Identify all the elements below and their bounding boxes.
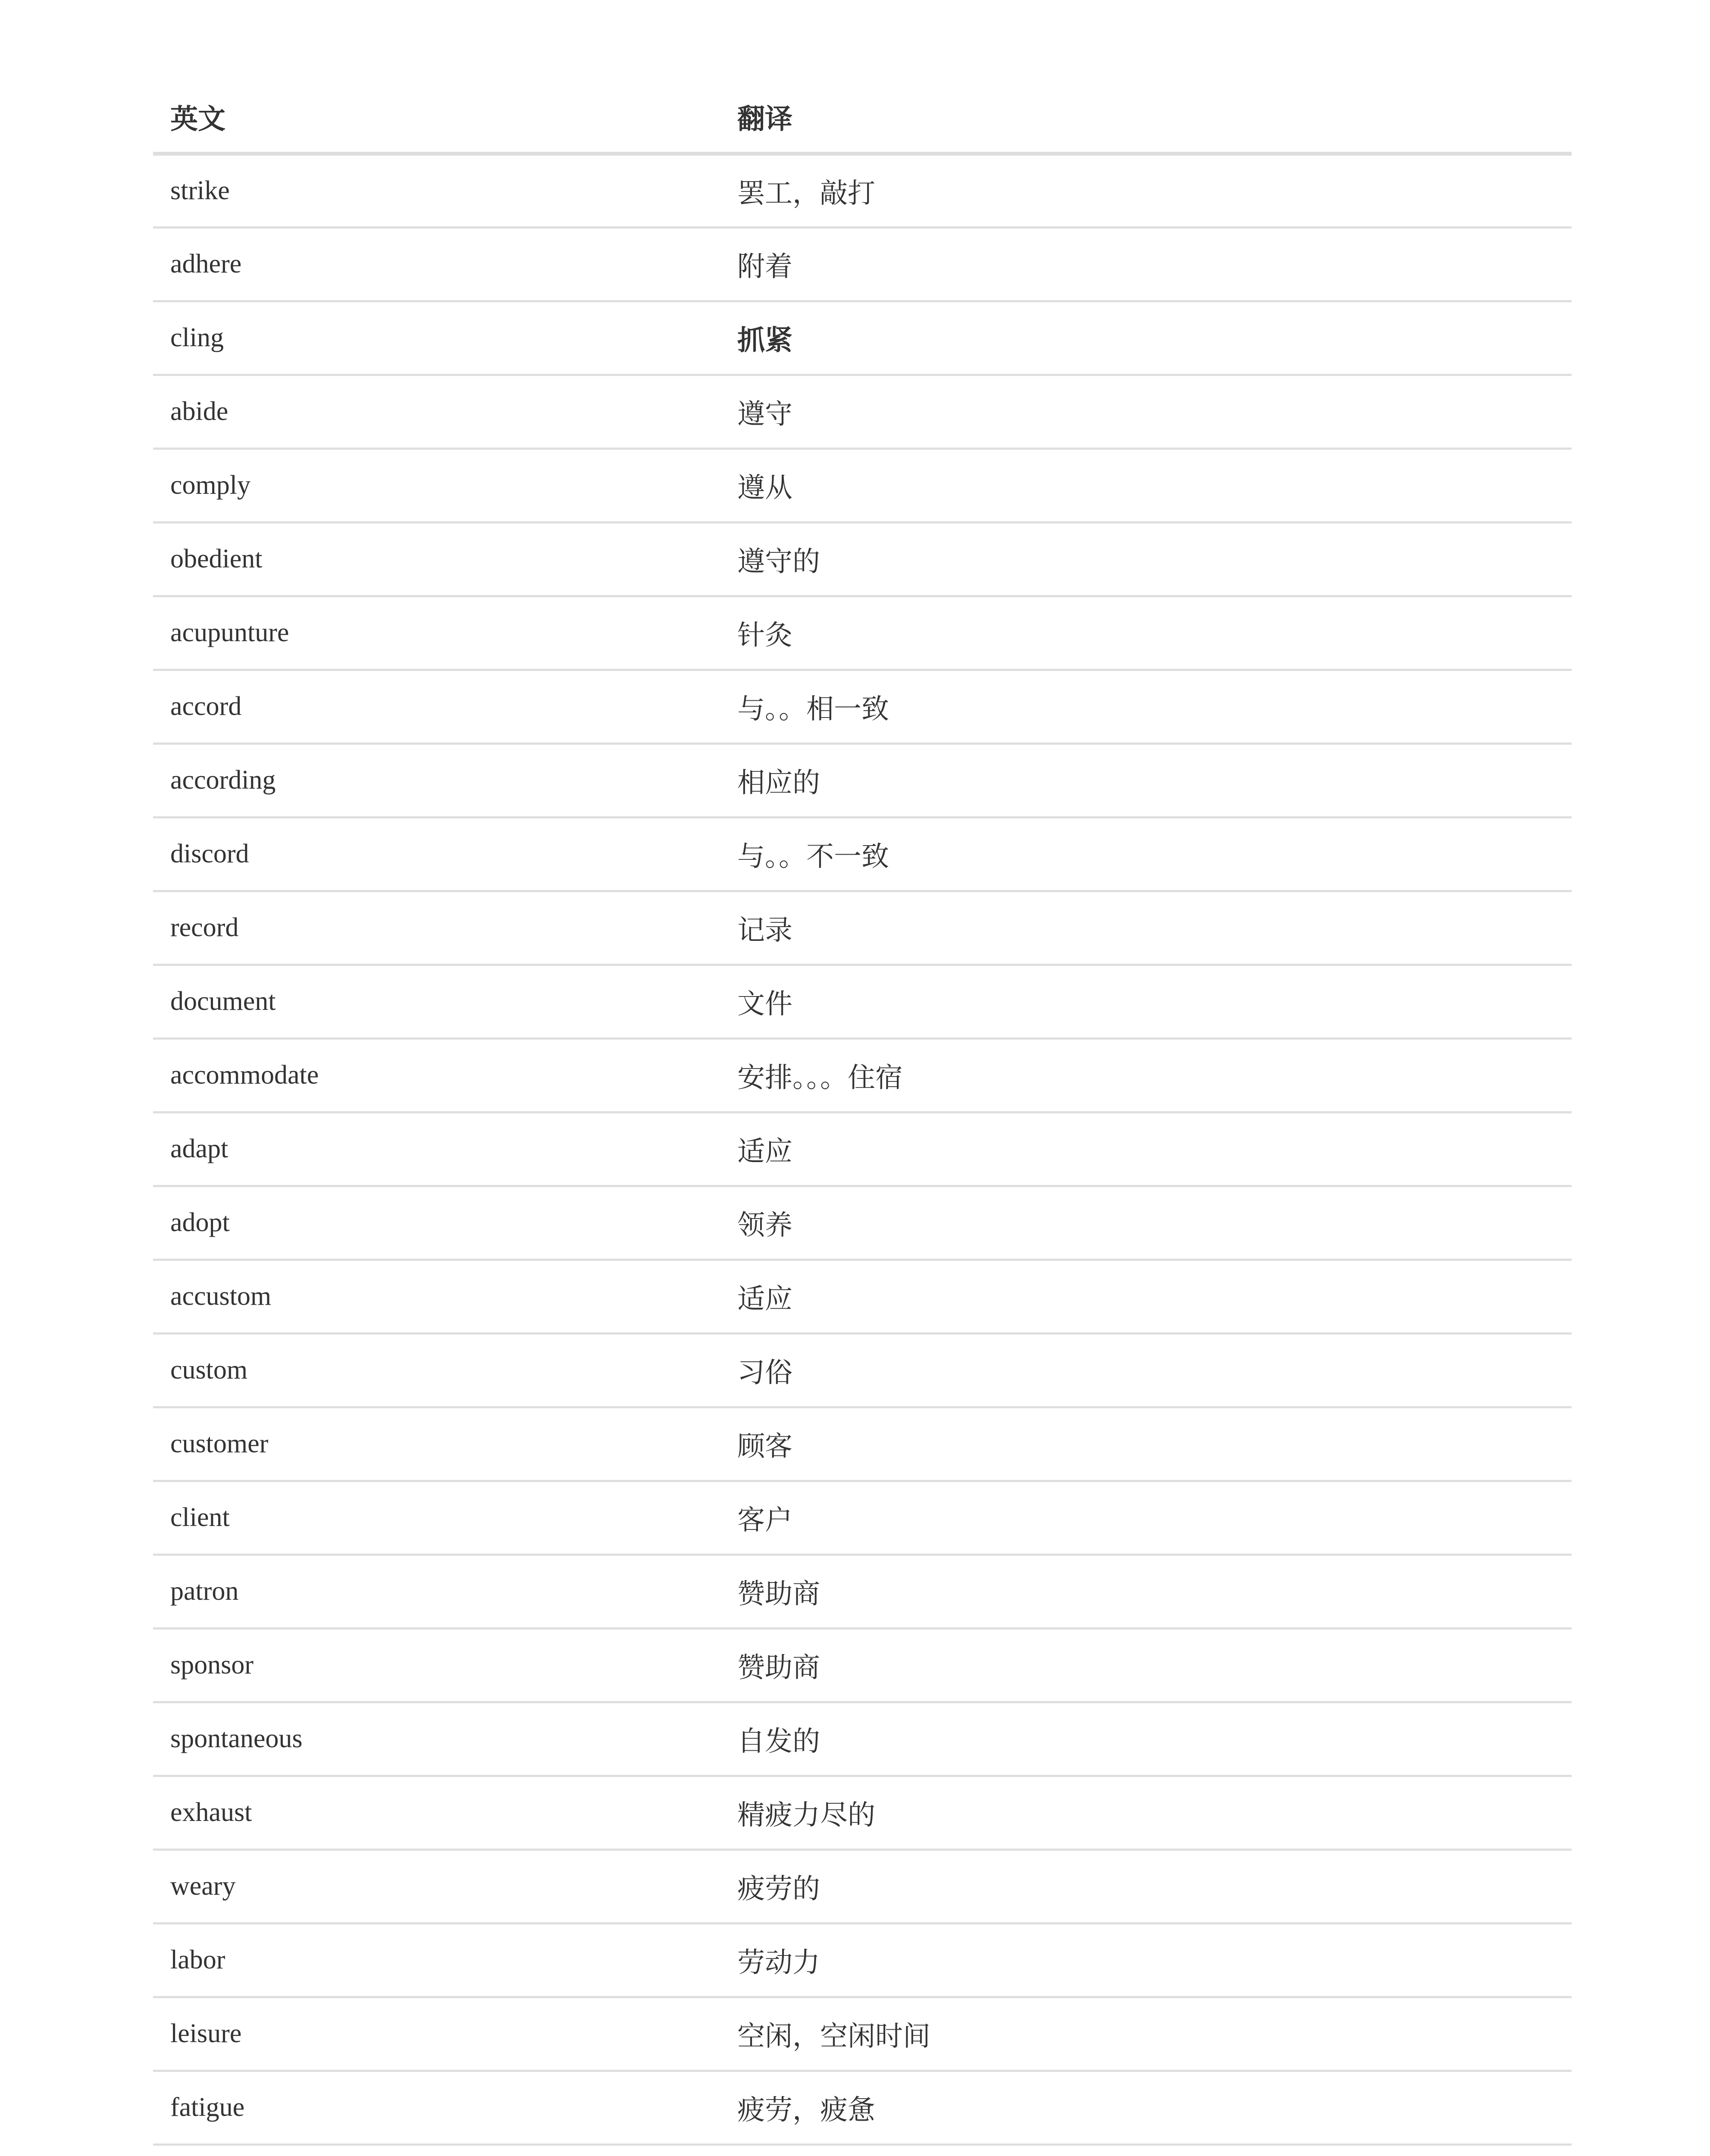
english-word: comply xyxy=(153,448,720,522)
translation-text: 赞助商 xyxy=(720,1628,1572,1702)
english-word: labor xyxy=(153,1923,720,1997)
table-row xyxy=(153,1407,1572,1481)
vocabulary-table xyxy=(153,82,1572,2156)
table-row xyxy=(153,301,1572,375)
table-row xyxy=(153,1776,1572,1849)
table-row xyxy=(153,522,1572,596)
translation-text: 与。。相一致 xyxy=(720,670,1572,743)
table-row xyxy=(153,1628,1572,1702)
translation-text: 遵守 xyxy=(720,375,1572,448)
translation-text: 相应的 xyxy=(720,743,1572,817)
translation-text: 自发的 xyxy=(720,1702,1572,1776)
english-word: patron xyxy=(153,1554,720,1628)
table-row xyxy=(153,1333,1572,1407)
translation-text: 疲劳，疲惫 xyxy=(720,2071,1572,2144)
table-row xyxy=(153,2144,1572,2156)
english-word: adapt xyxy=(153,1112,720,1186)
english-word: adhere xyxy=(153,227,720,301)
translation-text: 文件 xyxy=(720,965,1572,1038)
english-word: record xyxy=(153,891,720,965)
translation-text xyxy=(720,2144,1572,2156)
english-word: spontaneous xyxy=(153,1702,720,1776)
english-word: accommodate xyxy=(153,1038,720,1112)
translation-text: 客户 xyxy=(720,1481,1572,1554)
table-row xyxy=(153,227,1572,301)
translation-text: 遵从 xyxy=(720,448,1572,522)
english-word: adopt xyxy=(153,1186,720,1260)
english-word: discord xyxy=(153,817,720,891)
table-row xyxy=(153,891,1572,965)
english-word: custom xyxy=(153,1333,720,1407)
translation-text: 针灸 xyxy=(720,596,1572,670)
translation-text: 适应 xyxy=(720,1260,1572,1333)
table-row xyxy=(153,375,1572,448)
table-row xyxy=(153,743,1572,817)
table-row xyxy=(153,154,1572,227)
translation-text: 安排。。。住宿 xyxy=(720,1038,1572,1112)
table-row xyxy=(153,448,1572,522)
table-row xyxy=(153,965,1572,1038)
table-row xyxy=(153,1186,1572,1260)
translation-text: 顾客 xyxy=(720,1407,1572,1481)
translation-text: 赞助商 xyxy=(720,1554,1572,1628)
table-header-row xyxy=(153,82,1572,154)
table-row xyxy=(153,817,1572,891)
translation-text: 罢工，敲打 xyxy=(720,154,1572,227)
translation-text: 空闲，空闲时间 xyxy=(720,1997,1572,2071)
table-row xyxy=(153,1554,1572,1628)
table-row xyxy=(153,1112,1572,1186)
english-word: client xyxy=(153,1481,720,1554)
english-word: according xyxy=(153,743,720,817)
translation-text: 精疲力尽的 xyxy=(720,1776,1572,1849)
table-row xyxy=(153,670,1572,743)
english-word: weary xyxy=(153,1849,720,1923)
translation-text: 抓紧 xyxy=(720,301,1572,375)
translation-text: 记录 xyxy=(720,891,1572,965)
header-translation: 翻译 xyxy=(720,82,1572,154)
translation-text: 与。。不一致 xyxy=(720,817,1572,891)
translation-text: 适应 xyxy=(720,1112,1572,1186)
translation-text: 疲劳的 xyxy=(720,1849,1572,1923)
english-word: accord xyxy=(153,670,720,743)
english-word xyxy=(153,2144,720,2156)
table-row xyxy=(153,596,1572,670)
table-row xyxy=(153,1923,1572,1997)
english-word: sponsor xyxy=(153,1628,720,1702)
english-word: abide xyxy=(153,375,720,448)
english-word: acupunture xyxy=(153,596,720,670)
table-row xyxy=(153,2071,1572,2144)
translation-text: 习俗 xyxy=(720,1333,1572,1407)
english-word: strike xyxy=(153,154,720,227)
table-body xyxy=(153,154,1572,2156)
english-word: customer xyxy=(153,1407,720,1481)
english-word: fatigue xyxy=(153,2071,720,2144)
english-word: accustom xyxy=(153,1260,720,1333)
table-row xyxy=(153,1260,1572,1333)
english-word: exhaust xyxy=(153,1776,720,1849)
translation-text: 劳动力 xyxy=(720,1923,1572,1997)
english-word: cling xyxy=(153,301,720,375)
header-english: 英文 xyxy=(153,82,720,154)
table-row xyxy=(153,1702,1572,1776)
translation-text: 遵守的 xyxy=(720,522,1572,596)
table-row xyxy=(153,1849,1572,1923)
table-row xyxy=(153,1997,1572,2071)
translation-text: 领养 xyxy=(720,1186,1572,1260)
table-row xyxy=(153,1481,1572,1554)
english-word: leisure xyxy=(153,1997,720,2071)
table-row xyxy=(153,1038,1572,1112)
english-word: obedient xyxy=(153,522,720,596)
english-word: document xyxy=(153,965,720,1038)
translation-text: 附着 xyxy=(720,227,1572,301)
